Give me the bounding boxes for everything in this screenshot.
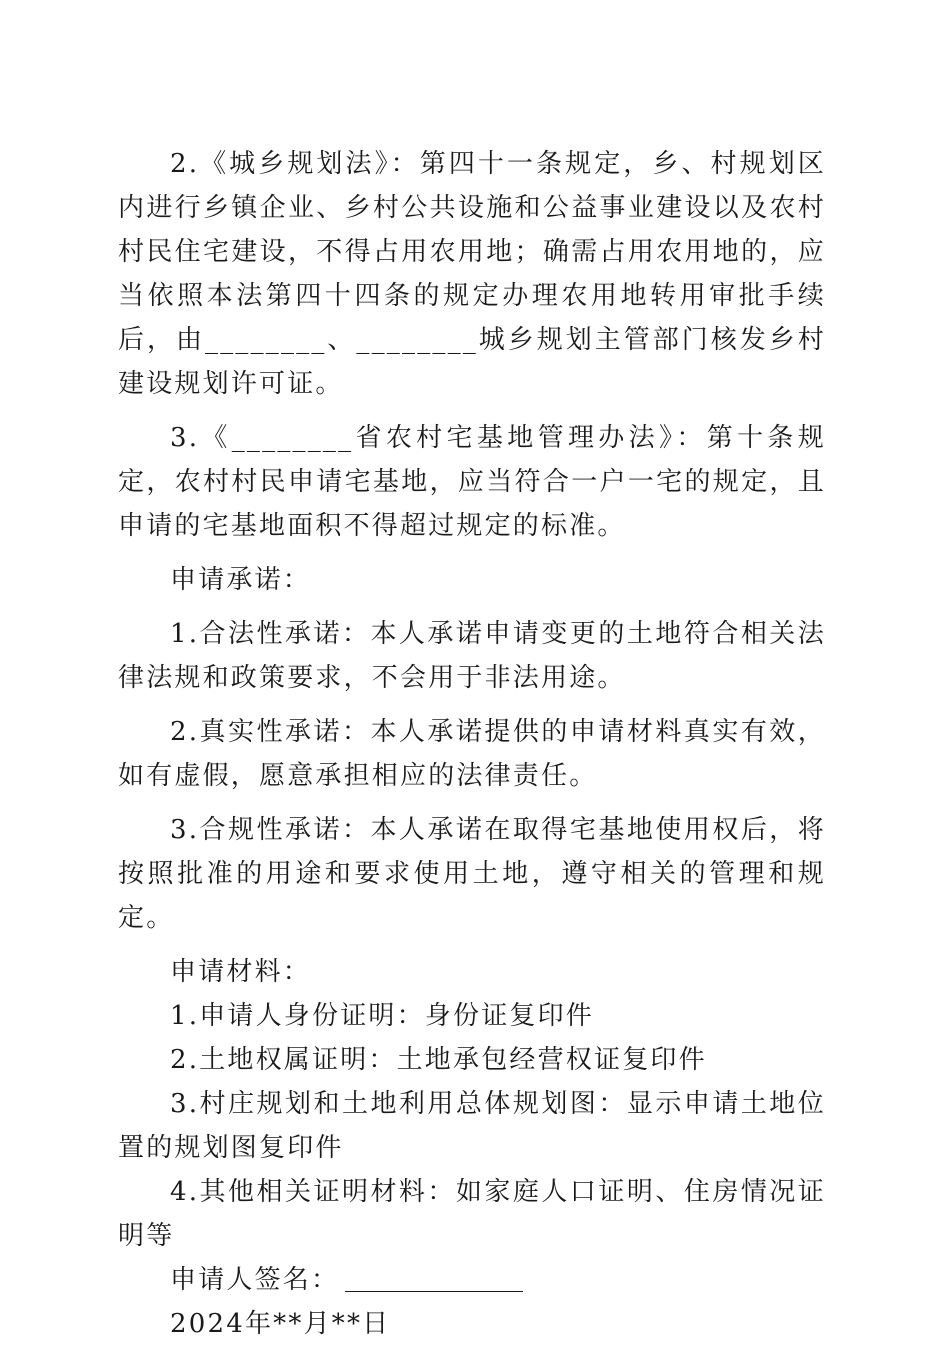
signature-line	[118, 1258, 826, 1302]
commitment-item: 2.真实性承诺：本人承诺提供的申请材料真实有效，如有虚假，愿意承担相应的法律责任。	[118, 717, 826, 791]
materials-item: 4.其他相关证明材料：如家庭人口证明、住房情况证明等	[118, 1177, 826, 1251]
commitment-item: 3.合规性承诺：本人承诺在取得宅基地使用权后，将按照批准的用途和要求使用土地，遵守相关的管理和规定。	[118, 815, 826, 933]
signature-blank[interactable]	[345, 1267, 523, 1292]
law-paragraph-2: 2.《城乡规划法》：第四十一条规定，乡、村规划区内进行乡镇企业、乡村公共设施和公益事业建设以及农村村民住宅建设，不得占用农用地；确需占用农用地的，应当依照本法第四十四条的规定办理农用地转用审批手续后，由________、________城乡规划主管部门核发乡村建设规划许可证。	[118, 149, 826, 399]
law-paragraph-3: 3.《________省农村宅基地管理办法》：第十条规定，农村村民申请宅基地，应当符合一户一宅的规定，且申请的宅基地面积不得超过规定的标准。	[118, 423, 826, 541]
date-line: 2024年**月**日	[170, 1309, 391, 1339]
materials-item: 1.申请人身份证明：身份证复印件	[170, 1001, 595, 1031]
document-body	[118, 142, 826, 1346]
commitment-item: 1.合法性承诺：本人承诺申请变更的土地符合相关法律法规和政策要求，不会用于非法用途。	[118, 619, 826, 693]
materials-heading: 申请材料：	[170, 957, 312, 987]
signature-label: 申请人签名：	[170, 1265, 340, 1295]
commitment-heading: 申请承诺：	[170, 565, 312, 595]
materials-item: 3.村庄规划和土地利用总体规划图：显示申请土地位置的规划图复印件	[118, 1089, 826, 1163]
materials-item: 2.土地权属证明：土地承包经营权证复印件	[170, 1045, 707, 1075]
